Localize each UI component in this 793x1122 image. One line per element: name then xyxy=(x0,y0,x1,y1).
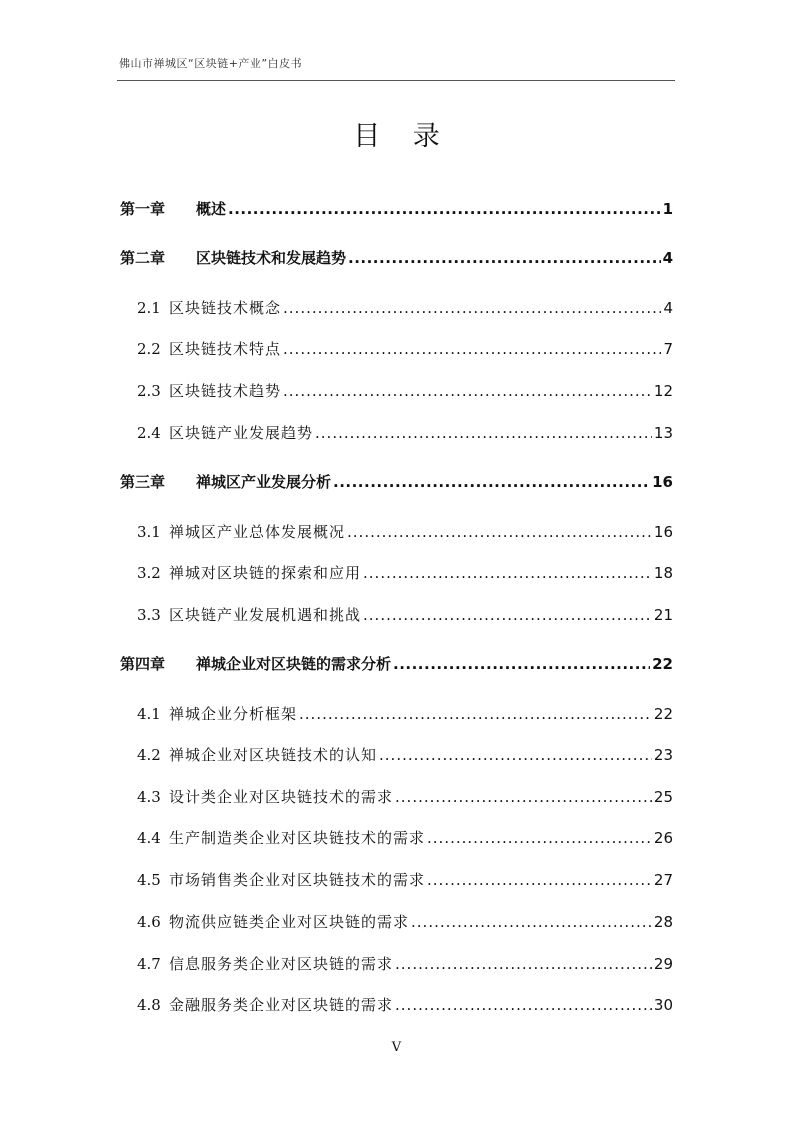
toc-entry-number: 2.1 xyxy=(137,299,161,317)
toc-entry-page: 25 xyxy=(653,788,673,806)
toc-dot-leader xyxy=(427,826,652,850)
toc-entry-label: 区块链技术特点 xyxy=(169,340,282,358)
toc-entry-label: 禅城企业分析框架 xyxy=(169,705,298,723)
toc-entry-number: 4.6 xyxy=(137,913,161,931)
toc-entry-section-4-6[interactable] xyxy=(137,910,673,934)
toc-entry-page: 13 xyxy=(653,424,673,442)
toc-entry-number: 3.3 xyxy=(137,606,161,624)
header-divider xyxy=(117,80,675,81)
toc-entry-section-4-4[interactable] xyxy=(137,826,673,850)
toc-entry-chapter-3[interactable] xyxy=(120,470,673,494)
toc-entry-number: 2.2 xyxy=(137,340,161,358)
toc-entry-chapter-4[interactable] xyxy=(120,652,673,676)
toc-entry-page: 30 xyxy=(653,996,673,1014)
toc-entry-label: 区块链产业发展机遇和挑战 xyxy=(169,606,362,624)
toc-entry-section-2-2[interactable] xyxy=(137,337,673,361)
toc-entry-label: 信息服务类企业对区块链的需求 xyxy=(169,955,394,973)
toc-entry-number: 第二章 xyxy=(120,249,166,267)
toc-dot-leader xyxy=(315,421,652,445)
toc-entry-section-4-5[interactable] xyxy=(137,868,673,892)
toc-entry-label: 区块链技术概念 xyxy=(169,299,282,317)
toc-entry-page: 26 xyxy=(653,829,673,847)
toc-entry-label: 禅城区产业总体发展概况 xyxy=(169,523,346,541)
toc-entry-label: 生产制造类企业对区块链技术的需求 xyxy=(169,829,426,847)
toc-entry-label: 禅城企业对区块链技术的认知 xyxy=(169,746,378,764)
toc-entry-label: 市场销售类企业对区块链技术的需求 xyxy=(169,871,426,889)
toc-entry-number: 2.3 xyxy=(137,382,161,400)
toc-dot-leader xyxy=(395,993,652,1017)
toc-dot-leader xyxy=(363,603,652,627)
toc-entry-section-4-2[interactable] xyxy=(137,743,673,767)
toc-entry-label: 区块链技术和发展趋势 xyxy=(196,249,347,267)
toc-dot-leader xyxy=(363,561,652,585)
toc-entry-page: 16 xyxy=(652,473,673,491)
toc-entry-page: 16 xyxy=(653,523,673,541)
toc-entry-section-2-1[interactable] xyxy=(137,296,673,320)
toc-entry-section-2-3[interactable] xyxy=(137,379,673,403)
toc-entry-section-2-4[interactable] xyxy=(137,421,673,445)
toc-entry-number: 3.1 xyxy=(137,523,161,541)
toc-dot-leader xyxy=(348,246,661,270)
toc-entry-page: 28 xyxy=(653,913,673,931)
toc-entry-section-4-8[interactable] xyxy=(137,993,673,1017)
toc-dot-leader xyxy=(333,470,650,494)
toc-entry-page: 21 xyxy=(653,606,673,624)
toc-entry-label: 禅城对区块链的探索和应用 xyxy=(169,564,362,582)
toc-entry-page: 27 xyxy=(653,871,673,889)
toc-entry-number: 4.2 xyxy=(137,746,161,764)
toc-dot-leader xyxy=(283,379,652,403)
toc-entry-number: 4.4 xyxy=(137,829,161,847)
toc-entry-number: 4.8 xyxy=(137,996,161,1014)
toc-entry-section-4-7[interactable] xyxy=(137,952,673,976)
toc-entry-page: 12 xyxy=(653,382,673,400)
toc-dot-leader xyxy=(347,520,652,544)
toc-entry-label: 物流供应链类企业对区块链的需求 xyxy=(169,913,410,931)
toc-entry-number: 第四章 xyxy=(120,655,166,673)
toc-entry-chapter-2[interactable] xyxy=(120,246,673,270)
toc-entry-label: 禅城区产业发展分析 xyxy=(196,473,332,491)
toc-dot-leader xyxy=(379,743,652,767)
toc-entry-chapter-1[interactable] xyxy=(120,197,673,221)
toc-dot-leader xyxy=(395,952,652,976)
toc-dot-leader xyxy=(283,337,661,361)
toc-entry-page: 18 xyxy=(653,564,673,582)
running-header: 佛山市禅城区“区块链+产业”白皮书 xyxy=(119,57,303,70)
toc-entry-page: 22 xyxy=(653,705,673,723)
toc-entry-number: 第三章 xyxy=(120,473,166,491)
toc-entry-number: 4.3 xyxy=(137,788,161,806)
toc-title: 目 录 xyxy=(353,121,452,153)
page-number: V xyxy=(391,1040,402,1055)
toc-entry-number: 第一章 xyxy=(120,200,166,218)
toc-entry-section-3-3[interactable] xyxy=(137,603,673,627)
toc-entry-label: 区块链产业发展趋势 xyxy=(169,424,314,442)
toc-dot-leader xyxy=(395,785,652,809)
toc-dot-leader xyxy=(427,868,652,892)
toc-entry-page: 4 xyxy=(662,249,673,267)
toc-entry-section-4-3[interactable] xyxy=(137,785,673,809)
toc-entry-label: 区块链技术趋势 xyxy=(169,382,282,400)
toc-dot-leader xyxy=(299,702,652,726)
toc-dot-leader xyxy=(411,910,652,934)
toc-entry-label: 金融服务类企业对区块链的需求 xyxy=(169,996,394,1014)
toc-entry-number: 4.1 xyxy=(137,705,161,723)
toc-entry-page: 4 xyxy=(663,299,673,317)
toc-dot-leader xyxy=(393,652,650,676)
toc-dot-leader xyxy=(228,197,661,221)
toc-entry-number: 4.7 xyxy=(137,955,161,973)
toc-entry-page: 23 xyxy=(653,746,673,764)
toc-entry-number: 4.5 xyxy=(137,871,161,889)
toc-entry-section-4-1[interactable] xyxy=(137,702,673,726)
toc-entry-label: 禅城企业对区块链的需求分析 xyxy=(196,655,392,673)
toc-dot-leader xyxy=(283,296,661,320)
toc-entry-page: 7 xyxy=(663,340,673,358)
toc-entry-page: 22 xyxy=(652,655,673,673)
toc-entry-section-3-1[interactable] xyxy=(137,520,673,544)
toc-entry-number: 2.4 xyxy=(137,424,161,442)
toc-entry-label: 概述 xyxy=(196,200,227,218)
toc-entry-label: 设计类企业对区块链技术的需求 xyxy=(169,788,394,806)
toc-entry-number: 3.2 xyxy=(137,564,161,582)
toc-entry-section-3-2[interactable] xyxy=(137,561,673,585)
toc-entry-page: 29 xyxy=(653,955,673,973)
toc-entry-page: 1 xyxy=(662,200,673,218)
